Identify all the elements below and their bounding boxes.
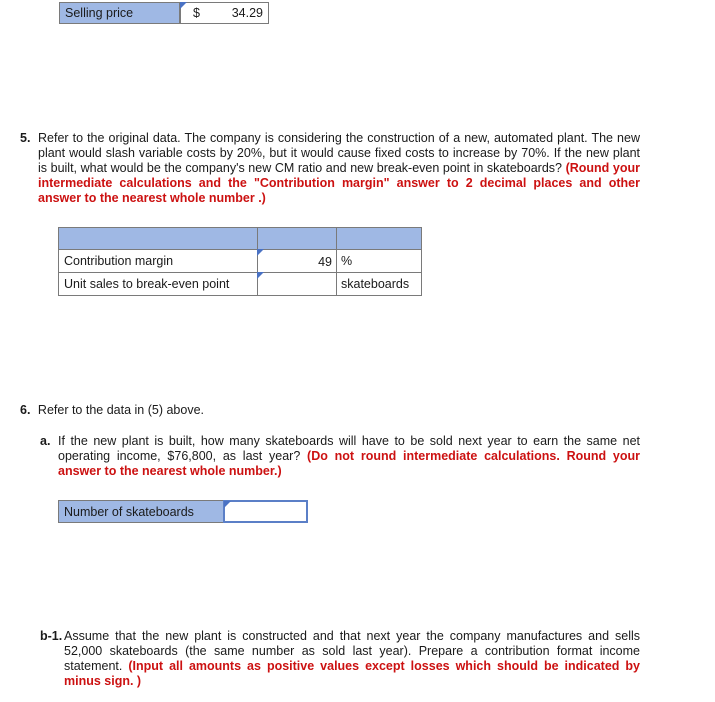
contribution-margin-unit: % <box>341 254 353 268</box>
question-6b1-text: Assume that the new plant is constructed and that next year the company manufactures and sells 52,000 skateboards (the same number as sold last year). Prepare a contribution format income statement. <box>64 629 640 673</box>
question-5-number: 5. <box>20 131 31 145</box>
break-even-input[interactable] <box>257 272 337 296</box>
q5-table-header-value <box>257 227 337 250</box>
number-of-skateboards-input[interactable] <box>223 500 308 523</box>
input-flag-icon <box>180 2 187 9</box>
input-flag-icon <box>257 249 264 256</box>
contribution-margin-input[interactable] <box>257 249 337 273</box>
currency-symbol: $ <box>193 6 200 20</box>
number-of-skateboards-label-cell <box>58 500 224 523</box>
q5-row-break-even-label <box>58 272 258 296</box>
selling-price-value-cell <box>180 2 269 24</box>
q5-table-header-label <box>58 227 258 250</box>
input-flag-icon <box>224 501 231 508</box>
selling-price-label-cell <box>59 2 180 24</box>
question-6a-letter: a. <box>40 434 51 448</box>
q5-row-contribution-margin-unit <box>336 249 422 273</box>
contribution-margin-value: 49 <box>318 255 332 269</box>
question-6-text: Refer to the data in (5) above. <box>37 403 204 417</box>
bottom-fade <box>0 692 715 702</box>
question-6b1-instruction: (Input all amounts as positive values except losses which should be indicated by minus sign. ) <box>64 659 640 688</box>
question-6-number: 6. <box>20 403 31 417</box>
selling-price-label: Selling price <box>65 6 134 20</box>
break-even-unit: skateboards <box>341 277 410 291</box>
question-6a-text: If the new plant is built, how many skateboards will have to be sold next year to earn the same net operating income, $76,800, as last year? <box>58 434 640 463</box>
selling-price-value: 34.29 <box>231 6 263 20</box>
number-of-skateboards-label: Number of skateboards <box>64 504 194 519</box>
contribution-margin-label: Contribution margin <box>64 254 174 268</box>
break-even-label: Unit sales to break-even point <box>64 277 230 291</box>
question-5-instruction: (Round your intermediate calculations and the "Contribution margin" answer to 2 decimal places and other answer to the nearest whole number .) <box>38 161 640 205</box>
question-5 <box>20 131 640 206</box>
question-6b1 <box>40 629 640 689</box>
question-5-text: Refer to the original data. The company is considering the construction of a new, automated plant. The new plant would slash variable costs by 20%, but it would cause fixed costs to increase by 70%. If the new plant is built, what would be the company's new CM ratio and new break-even point in skateboards? <box>38 131 640 175</box>
q5-row-break-even-unit <box>336 272 422 296</box>
question-6a-instruction: (Do not round intermediate calculations. Round your answer to the nearest whole number.) <box>58 449 640 478</box>
question-6a <box>40 434 640 479</box>
q5-row-contribution-margin-label <box>58 249 258 273</box>
question-6b1-letter: b-1. <box>40 629 63 643</box>
question-6 <box>20 403 640 418</box>
q5-table-header-unit <box>336 227 422 250</box>
input-flag-icon <box>257 272 264 279</box>
